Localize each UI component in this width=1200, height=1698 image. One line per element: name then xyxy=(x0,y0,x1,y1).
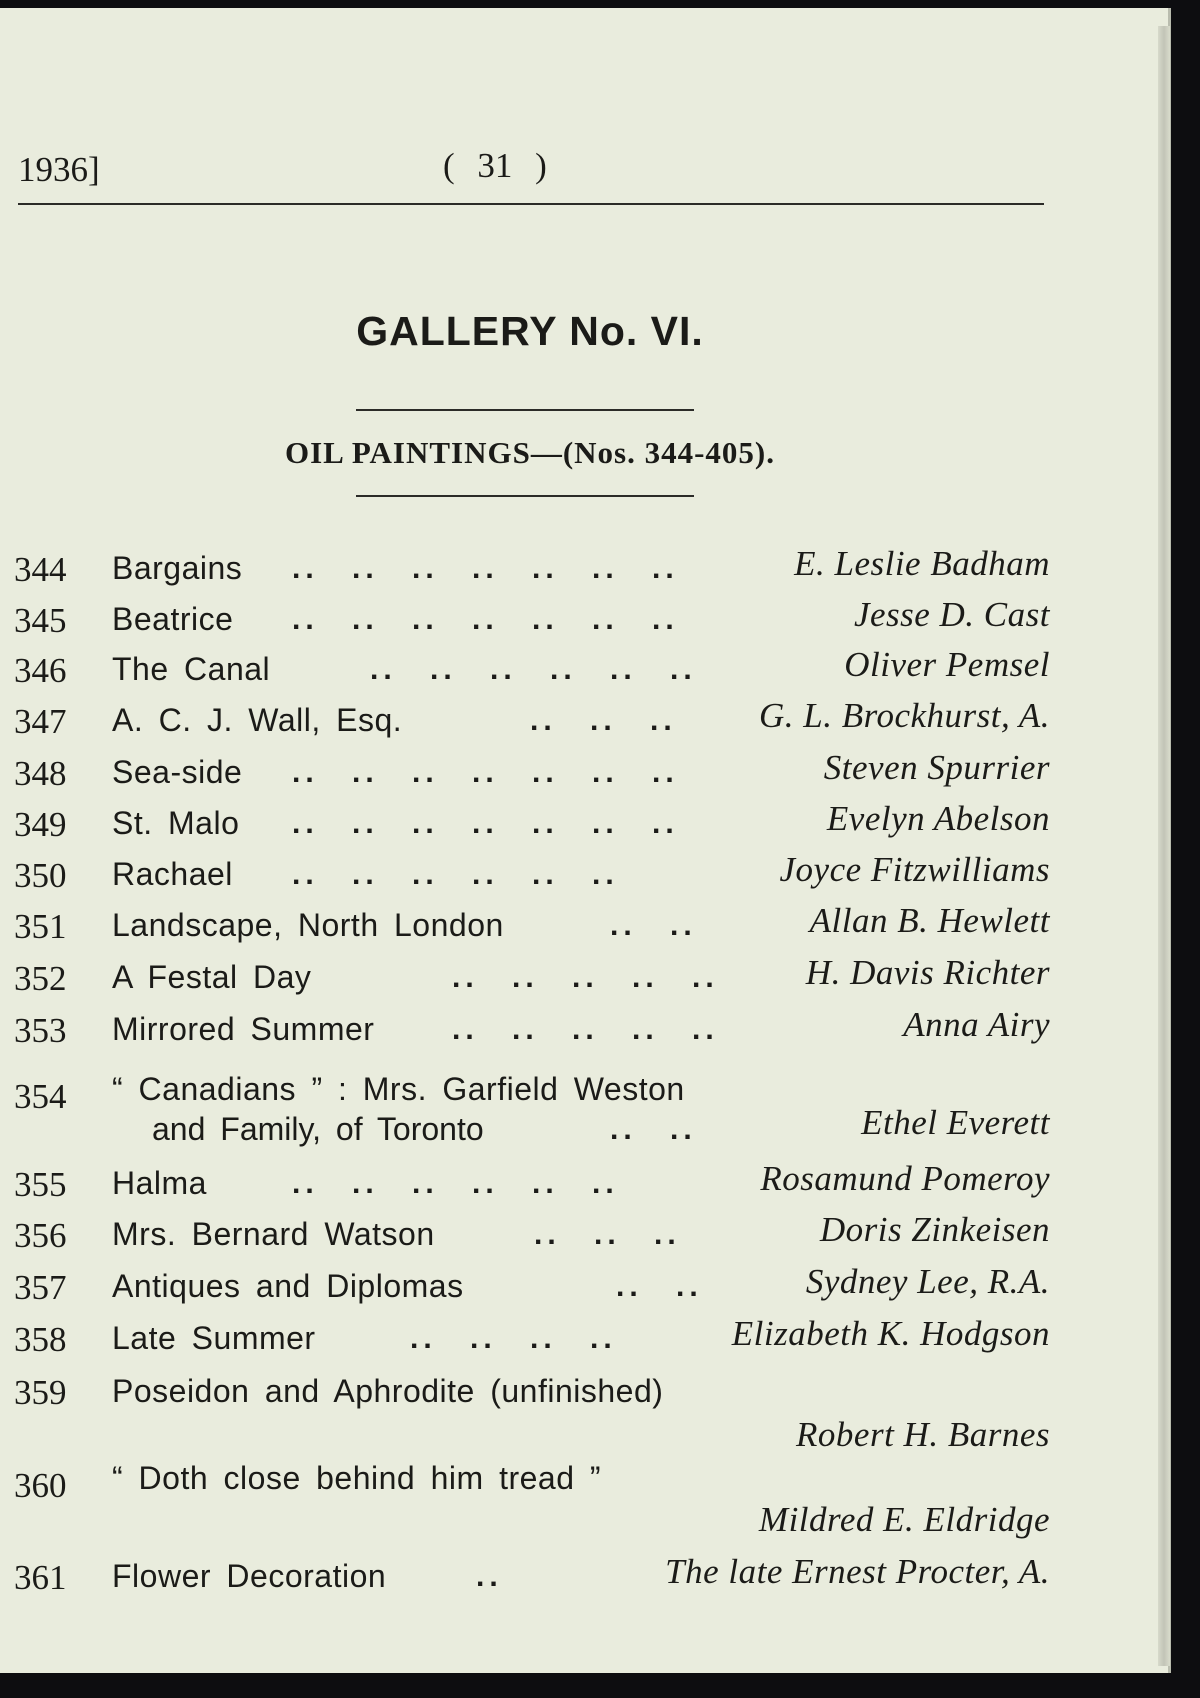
entry-title: Flower Decoration xyxy=(112,1558,387,1594)
entry-artist: Steven Spurrier xyxy=(823,748,1050,787)
dot-leaders: .. .. .. xyxy=(530,704,677,737)
dot-leaders: .. .. .. .. .. .. xyxy=(292,858,619,891)
entry-artist: Sydney Lee, R.A. xyxy=(805,1262,1050,1301)
dot-leaders: .. .. .. .. .. .. .. xyxy=(292,552,679,585)
entry-artist: G. L. Brockhurst, A. xyxy=(759,696,1050,735)
dot-leaders: .. .. .. .. .. .. xyxy=(370,653,697,686)
catalogue-entry xyxy=(0,953,1080,1003)
entry-title: Late Summer xyxy=(112,1320,316,1356)
entry-artist: Anna Airy xyxy=(903,1005,1050,1044)
dot-leaders: .. .. .. xyxy=(534,1218,681,1251)
dot-leaders: .. .. xyxy=(610,1113,697,1146)
dot-leaders: .. .. .. .. .. .. .. xyxy=(292,807,679,840)
entry-number: 350 xyxy=(14,856,67,895)
catalogue-entry xyxy=(0,696,1080,746)
dot-leaders: .. .. .. .. xyxy=(410,1322,617,1355)
entry-number: 344 xyxy=(14,550,67,589)
entry-artist: Elizabeth K. Hodgson xyxy=(731,1314,1050,1353)
catalogue-entry xyxy=(0,1262,1080,1312)
entry-title: Halma xyxy=(112,1165,207,1201)
entry-number: 348 xyxy=(14,754,67,793)
entry-number: 349 xyxy=(14,805,67,844)
entry-artist: Robert H. Barnes xyxy=(796,1415,1050,1454)
entry-number: 345 xyxy=(14,601,67,640)
entry-title-continued: and Family, of Toronto xyxy=(152,1111,484,1147)
header-rule xyxy=(18,203,1044,205)
entry-number: 354 xyxy=(14,1077,67,1116)
catalogue-entry xyxy=(0,748,1080,798)
catalogue-entry xyxy=(0,645,1080,695)
entry-number: 355 xyxy=(14,1165,67,1204)
catalogue-entry xyxy=(0,1005,1080,1055)
entry-title: Landscape, North London xyxy=(112,907,504,943)
catalogue-entry xyxy=(0,1210,1080,1260)
dot-leaders: .. .. .. .. .. .. .. xyxy=(292,756,679,789)
entry-artist: Evelyn Abelson xyxy=(826,799,1050,838)
entry-title: A. C. J. Wall, Esq. xyxy=(112,702,403,738)
entry-title: Antiques and Diplomas xyxy=(112,1268,464,1304)
entry-number: 356 xyxy=(14,1216,67,1255)
entry-number: 361 xyxy=(14,1558,67,1597)
catalogue-entry xyxy=(0,1314,1080,1364)
catalogue-page xyxy=(0,8,1171,1673)
entry-title: “ Doth close behind him tread ” xyxy=(112,1460,602,1496)
page-number: ( 31 ) xyxy=(443,146,547,185)
dot-leaders: .. .. xyxy=(616,1270,703,1303)
catalogue-entry xyxy=(0,1159,1080,1209)
entry-artist: Mildred E. Eldridge xyxy=(758,1500,1050,1539)
entry-artist: Oliver Pemsel xyxy=(844,645,1050,684)
catalogue-entry xyxy=(0,1460,1080,1546)
entry-title: Bargains xyxy=(112,550,243,586)
entry-title: St. Malo xyxy=(112,805,240,841)
entry-artist: Joyce Fitzwilliams xyxy=(779,850,1050,889)
page-edge xyxy=(1158,26,1170,1666)
dot-leaders: .. .. .. .. .. .. .. xyxy=(292,603,679,636)
dot-leaders: .. .. xyxy=(610,909,697,942)
catalogue-entry xyxy=(0,1552,1080,1602)
catalogue-entry xyxy=(0,544,1080,594)
subtitle-rule xyxy=(356,495,694,497)
catalogue-entry xyxy=(0,595,1080,645)
catalogue-entry xyxy=(0,1071,1080,1161)
dot-leaders: .. .. .. .. .. xyxy=(452,961,719,994)
entry-number: 353 xyxy=(14,1011,67,1050)
entry-number: 359 xyxy=(14,1373,67,1412)
entry-artist: Rosamund Pomeroy xyxy=(760,1159,1050,1198)
section-subtitle: OIL PAINTINGS—(Nos. 344-405). xyxy=(284,435,776,470)
entry-title: Poseidon and Aphrodite (unfinished) xyxy=(112,1373,664,1409)
entry-number: 352 xyxy=(14,959,67,998)
running-head xyxy=(18,146,1042,198)
entry-number: 347 xyxy=(14,702,67,741)
entry-title: Beatrice xyxy=(112,601,234,637)
year-label: 1936] xyxy=(18,150,100,189)
catalogue-entry xyxy=(0,1373,1080,1453)
entry-title: Sea-side xyxy=(112,754,243,790)
entry-artist: Allan B. Hewlett xyxy=(809,901,1050,940)
entry-number: 351 xyxy=(14,907,67,946)
entry-number: 357 xyxy=(14,1268,67,1307)
entry-title: Mirrored Summer xyxy=(112,1011,375,1047)
catalogue-entry xyxy=(0,901,1080,951)
title-rule xyxy=(356,409,694,411)
entry-number: 360 xyxy=(14,1466,67,1505)
entry-title: Mrs. Bernard Watson xyxy=(112,1216,435,1252)
catalogue-entry xyxy=(0,799,1080,849)
dot-leaders: .. xyxy=(476,1560,503,1593)
entry-number: 358 xyxy=(14,1320,67,1359)
entry-title: The Canal xyxy=(112,651,271,687)
entry-title: Rachael xyxy=(112,856,233,892)
entry-artist: Doris Zinkeisen xyxy=(819,1210,1050,1249)
catalogue-entry xyxy=(0,850,1080,900)
dot-leaders: .. .. .. .. .. xyxy=(452,1013,719,1046)
entry-title: A Festal Day xyxy=(112,959,312,995)
entry-artist: E. Leslie Badham xyxy=(794,544,1050,583)
gallery-title: GALLERY No. VI. xyxy=(356,308,704,354)
entry-artist: Ethel Everett xyxy=(861,1103,1050,1142)
entry-title: “ Canadians ” : Mrs. Garfield Weston xyxy=(112,1071,685,1107)
entry-number: 346 xyxy=(14,651,67,690)
dot-leaders: .. .. .. .. .. .. xyxy=(292,1167,619,1200)
entry-artist: The late Ernest Procter, A. xyxy=(665,1552,1050,1591)
entry-artist: Jesse D. Cast xyxy=(853,595,1050,634)
entry-artist: H. Davis Richter xyxy=(805,953,1050,992)
